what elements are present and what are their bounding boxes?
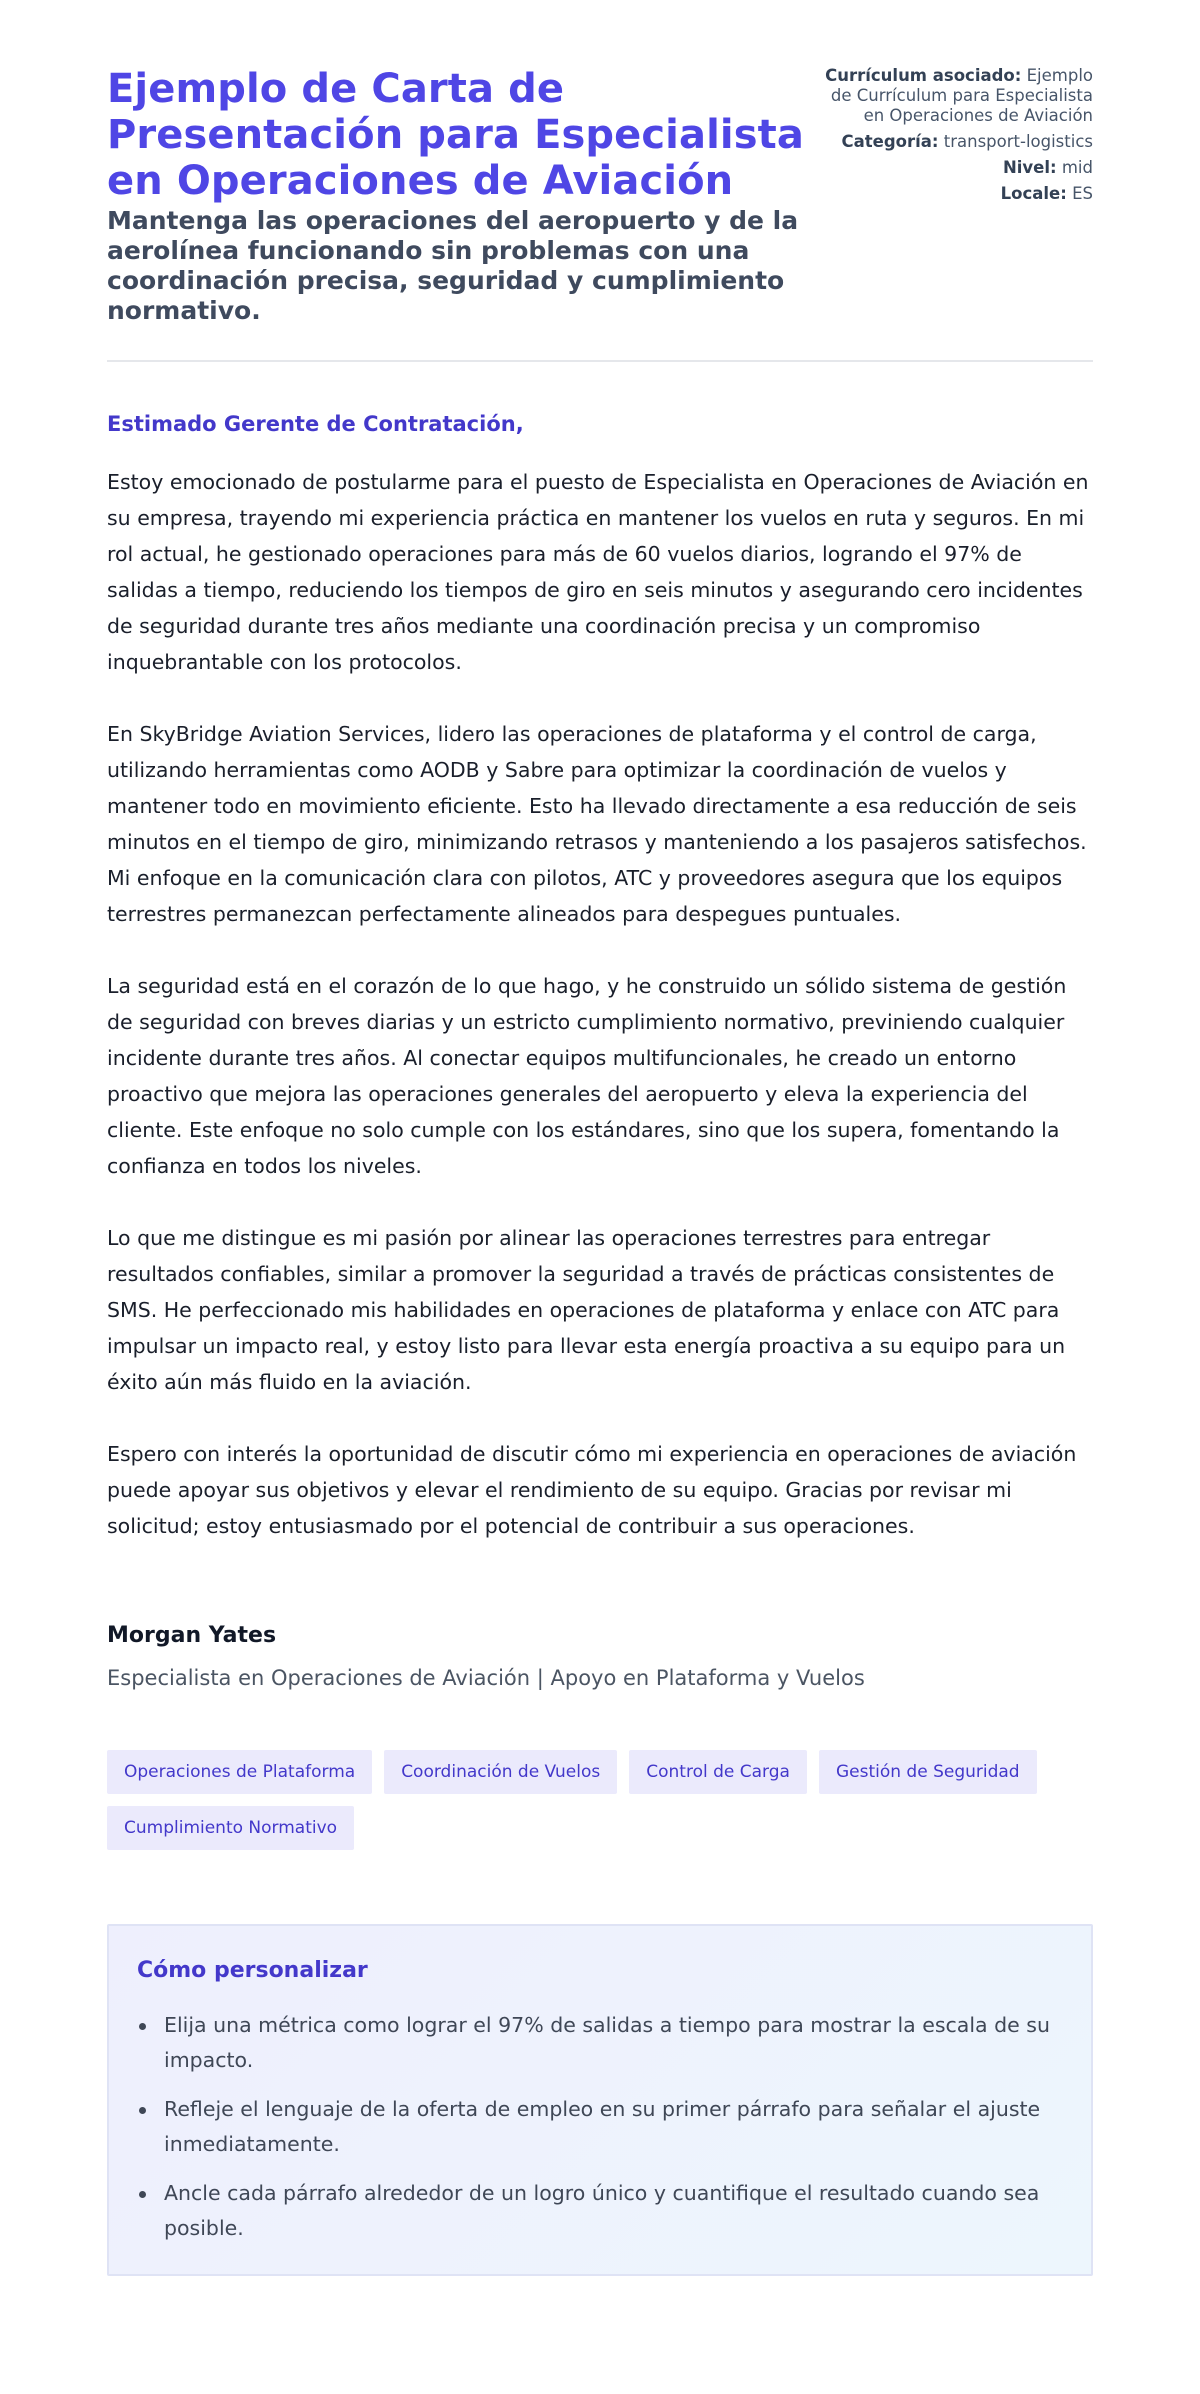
letter-body — [107, 362, 1093, 1544]
signature-block — [107, 1622, 1093, 1692]
tips-list — [137, 2008, 1063, 2246]
letter-paragraph: La seguridad está en el corazón de lo que hago, y he construido un sólido sistema de gestión de seguridad con breves diarias y un estricto cumplimiento normativo, previniendo cualquier incidente durante tres años. Al conectar equipos multifuncionales, he creado un entorno proactivo que mejora las operaciones generales del aeropuerto y eleva la experiencia del cliente. Este enfoque no solo cumple con los estándares, sino que los supera, fomentando la confianza en todos los niveles. — [107, 974, 1067, 1178]
letter-paragraph: Estoy emocionado de postularme para el puesto de Especialista en Operaciones de Aviación en su empresa, trayendo mi experiencia práctica en mantener los vuelos en ruta y seguros. En mi rol actual, he gestionado operaciones para más de 60 vuelos diarios, logrando el 97% de salidas a tiempo, reduciendo los tiempos de giro en seis minutos y asegurando cero incidentes de seguridad durante tres años mediante una coordinación precisa y un compromiso inquebrantable con los protocolos. — [107, 470, 1089, 674]
cover-letter-page — [107, 0, 1093, 2276]
tip-text: Elija una métrica como lograr el 97% de salidas a tiempo para mostrar la escala de su impacto. — [164, 2013, 1050, 2072]
letter-paragraph: Lo que me distingue es mi pasión por alinear las operaciones terrestres para entregar resultados confiables, similar a promover la seguridad a través de prácticas consistentes de SMS. He perfeccionado mis habilidades en operaciones de plataforma y enlace con ATC para impulsar un impacto real, y estoy listo para llevar esta energía proactiva a su equipo para un éxito aún más fluido en la aviación. — [107, 1226, 1066, 1394]
meta-category-value: transport-logistics — [943, 132, 1093, 151]
skill-tag: Gestión de Seguridad — [819, 1750, 1037, 1794]
meta-locale-label: Locale: — [1000, 184, 1067, 203]
meta-associated-resume — [823, 66, 1093, 126]
signature-name: Morgan Yates — [107, 1623, 277, 1648]
page-title: Ejemplo de Carta de Presentación para Especialista en Operaciones de Aviación — [107, 66, 804, 204]
meta-category — [823, 132, 1093, 152]
tips-title: Cómo personalizar — [137, 1958, 368, 1983]
page-header — [107, 66, 1093, 362]
metadata-panel — [823, 66, 1093, 210]
skill-tag: Operaciones de Plataforma — [107, 1750, 372, 1794]
bullet-icon — [139, 2107, 146, 2114]
bullet-icon — [139, 2191, 146, 2198]
meta-resume-value: Ejemplo de Currículum para Especialista en Operaciones de Aviación — [830, 66, 1093, 125]
tip-text: Ancle cada párrafo alrededor de un logro único y cuantifique el resultado cuando sea posible. — [164, 2181, 1040, 2240]
meta-level — [823, 158, 1093, 178]
meta-resume-label: Currículum asociado: — [825, 66, 1022, 85]
tip-item — [137, 2092, 1063, 2162]
tip-text: Refleje el lenguaje de la oferta de empleo en su primer párrafo para señalar el ajuste inmediatamente. — [164, 2097, 1041, 2156]
meta-level-value: mid — [1061, 158, 1093, 177]
letter-greeting: Estimado Gerente de Contratación, — [107, 412, 524, 436]
tip-item — [137, 2008, 1063, 2078]
meta-locale-value: ES — [1072, 184, 1093, 203]
meta-category-label: Categoría: — [841, 132, 939, 151]
skill-tags — [107, 1750, 1093, 1850]
bullet-icon — [139, 2023, 146, 2030]
page-subtitle: Mantenga las operaciones del aeropuerto y de la aerolínea funcionando sin problemas con una coordinación precisa, seguridad y cumplimiento normativo. — [107, 206, 799, 325]
meta-level-label: Nivel: — [1002, 158, 1057, 177]
header-titles — [107, 66, 807, 326]
customization-tips-box — [107, 1924, 1093, 2276]
letter-paragraph: Espero con interés la oportunidad de discutir cómo mi experiencia en operaciones de aviación puede apoyar sus objetivos y elevar el rendimiento de su equipo. Gracias por revisar mi solicitud; estoy entusiasmado por el potencial de contribuir a sus operaciones. — [107, 1442, 1077, 1538]
skill-tag: Control de Carga — [629, 1750, 807, 1794]
skill-tag: Coordinación de Vuelos — [384, 1750, 617, 1794]
signature-title: Especialista en Operaciones de Aviación | Apoyo en Plataforma y Vuelos — [107, 1666, 865, 1690]
tip-item — [137, 2176, 1063, 2246]
skill-tag: Cumplimiento Normativo — [107, 1806, 354, 1850]
meta-locale — [823, 184, 1093, 204]
letter-paragraph: En SkyBridge Aviation Services, lidero las operaciones de plataforma y el control de carga, utilizando herramientas como AODB y Sabre para optimizar la coordinación de vuelos y mantener todo en movimiento eficiente. Esto ha llevado directamente a esa reducción de seis minutos en el tiempo de giro, minimizando retrasos y manteniendo a los pasajeros satisfechos. Mi enfoque en la comunicación clara con pilotos, ATC y proveedores asegura que los equipos terrestres permanezcan perfectamente alineados para despegues puntuales. — [107, 722, 1087, 926]
